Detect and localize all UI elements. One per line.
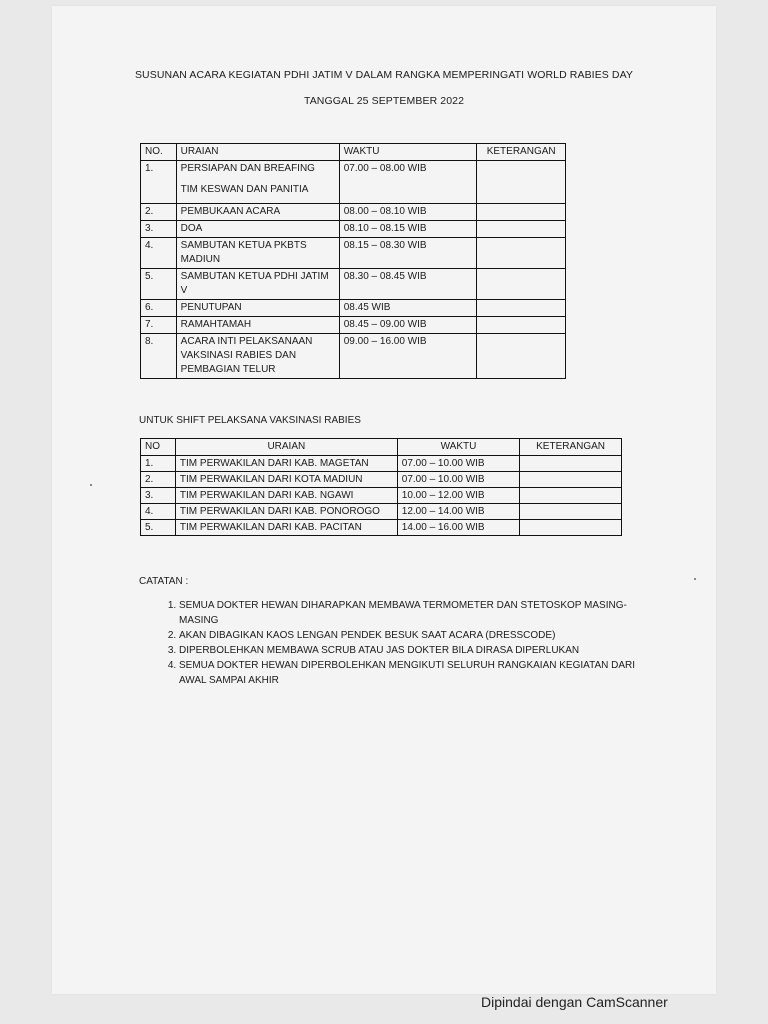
table-row [141, 300, 566, 317]
cell-waktu: 07.00 – 10.00 WIB [397, 456, 519, 472]
cell-no: 5. [141, 269, 177, 300]
schedule-table [140, 143, 566, 379]
cell-keterangan [477, 317, 566, 334]
note-item: 1. SEMUA DOKTER HEWAN DIHARAPKAN MEMBAWA TERMOMETER DAN STETOSKOP MASING-MASING [179, 598, 659, 628]
cell-waktu: 08.10 – 08.15 WIB [339, 221, 477, 238]
cell-keterangan [477, 334, 566, 379]
table-row [141, 238, 566, 269]
scan-speck [90, 484, 92, 486]
cell-keterangan [520, 520, 622, 536]
table-row [141, 472, 622, 488]
cell-waktu: 08.30 – 08.45 WIB [339, 269, 477, 300]
notes-list [140, 598, 659, 688]
table-row [141, 317, 566, 334]
cell-uraian: ACARA INTI PELAKSANAAN VAKSINASI RABIES DAN PEMBAGIAN TELUR [176, 334, 339, 379]
cell-uraian-line: PERSIAPAN DAN BREAFING [180, 163, 315, 174]
header-no: NO [141, 439, 176, 456]
cell-no: 2. [141, 472, 176, 488]
cell-keterangan [477, 204, 566, 221]
cell-keterangan [520, 488, 622, 504]
cell-keterangan [477, 269, 566, 300]
cell-no: 4. [141, 504, 176, 520]
cell-waktu: 08.45 – 09.00 WIB [339, 317, 477, 334]
cell-no: 1. [141, 161, 177, 204]
document-title: SUSUNAN ACARA KEGIATAN PDHI JATIM V DALAM RANGKA MEMPERINGATI WORLD RABIES DAY [134, 69, 634, 81]
note-item: 4. SEMUA DOKTER HEWAN DIPERBOLEHKAN MENGIKUTI SELURUH RANGKAIAN KEGIATAN DARI AWAL SAMPAI AKHIR [179, 658, 659, 688]
table-row [141, 269, 566, 300]
cell-no: 6. [141, 300, 177, 317]
cell-uraian-line: TIM KESWAN DAN PANITIA [180, 184, 309, 195]
cell-uraian: TIM PERWAKILAN DARI KAB. MAGETAN [175, 456, 397, 472]
shift-section-label: UNTUK SHIFT PELAKSANA VAKSINASI RABIES [139, 415, 361, 426]
note-item: 2. AKAN DIBAGIKAN KAOS LENGAN PENDEK BESUK SAAT ACARA (DRESSCODE) [179, 628, 659, 643]
table-row [141, 456, 622, 472]
cell-uraian: TIM PERWAKILAN DARI KAB. PACITAN [175, 520, 397, 536]
camscanner-watermark: Dipindai dengan CamScanner [481, 994, 668, 1010]
cell-uraian: SAMBUTAN KETUA PDHI JATIM V [176, 269, 339, 300]
cell-no: 7. [141, 317, 177, 334]
cell-uraian: TIM PERWAKILAN DARI KAB. NGAWI [175, 488, 397, 504]
cell-uraian: PENUTUPAN [176, 300, 339, 317]
cell-waktu: 09.00 – 16.00 WIB [339, 334, 477, 379]
cell-keterangan [520, 504, 622, 520]
cell-no: 2. [141, 204, 177, 221]
table-header-row [141, 144, 566, 161]
cell-keterangan [477, 221, 566, 238]
header-waktu: WAKTU [397, 439, 519, 456]
cell-uraian: SAMBUTAN KETUA PKBTS MADIUN [176, 238, 339, 269]
cell-keterangan [477, 238, 566, 269]
header-no: NO. [141, 144, 177, 161]
cell-keterangan [520, 472, 622, 488]
cell-waktu: 08.00 – 08.10 WIB [339, 204, 477, 221]
cell-uraian: DOA [176, 221, 339, 238]
cell-uraian: RAMAHTAMAH [176, 317, 339, 334]
cell-no: 3. [141, 221, 177, 238]
cell-uraian: TIM PERWAKILAN DARI KOTA MADIUN [175, 472, 397, 488]
header-uraian: URAIAN [175, 439, 397, 456]
shift-table [140, 438, 622, 536]
cell-keterangan [520, 456, 622, 472]
notes-label: CATATAN : [139, 576, 189, 587]
cell-waktu: 08.45 WIB [339, 300, 477, 317]
header-waktu: WAKTU [339, 144, 477, 161]
table-row [141, 488, 622, 504]
cell-no: 4. [141, 238, 177, 269]
cell-waktu: 12.00 – 14.00 WIB [397, 504, 519, 520]
header-uraian: URAIAN [176, 144, 339, 161]
table-row [141, 221, 566, 238]
table-row [141, 204, 566, 221]
cell-waktu: 14.00 – 16.00 WIB [397, 520, 519, 536]
note-item: 3. DIPERBOLEHKAN MEMBAWA SCRUB ATAU JAS DOKTER BILA DIRASA DIPERLUKAN [179, 643, 659, 658]
table-row [141, 504, 622, 520]
cell-keterangan [477, 161, 566, 204]
cell-uraian [176, 161, 339, 204]
cell-keterangan [477, 300, 566, 317]
cell-no: 1. [141, 456, 176, 472]
table-row [141, 520, 622, 536]
scan-speck [694, 578, 696, 580]
cell-no: 5. [141, 520, 176, 536]
cell-waktu: 07.00 – 08.00 WIB [339, 161, 477, 204]
table-header-row [141, 439, 622, 456]
header-keterangan: KETERANGAN [477, 144, 566, 161]
cell-no: 3. [141, 488, 176, 504]
cell-waktu: 08.15 – 08.30 WIB [339, 238, 477, 269]
cell-uraian: TIM PERWAKILAN DARI KAB. PONOROGO [175, 504, 397, 520]
header-keterangan: KETERANGAN [520, 439, 622, 456]
cell-no: 8. [141, 334, 177, 379]
table-row [141, 161, 566, 204]
cell-uraian: PEMBUKAAN ACARA [176, 204, 339, 221]
table-row [141, 334, 566, 379]
cell-waktu: 10.00 – 12.00 WIB [397, 488, 519, 504]
cell-waktu: 07.00 – 10.00 WIB [397, 472, 519, 488]
document-date: TANGGAL 25 SEPTEMBER 2022 [303, 95, 465, 107]
